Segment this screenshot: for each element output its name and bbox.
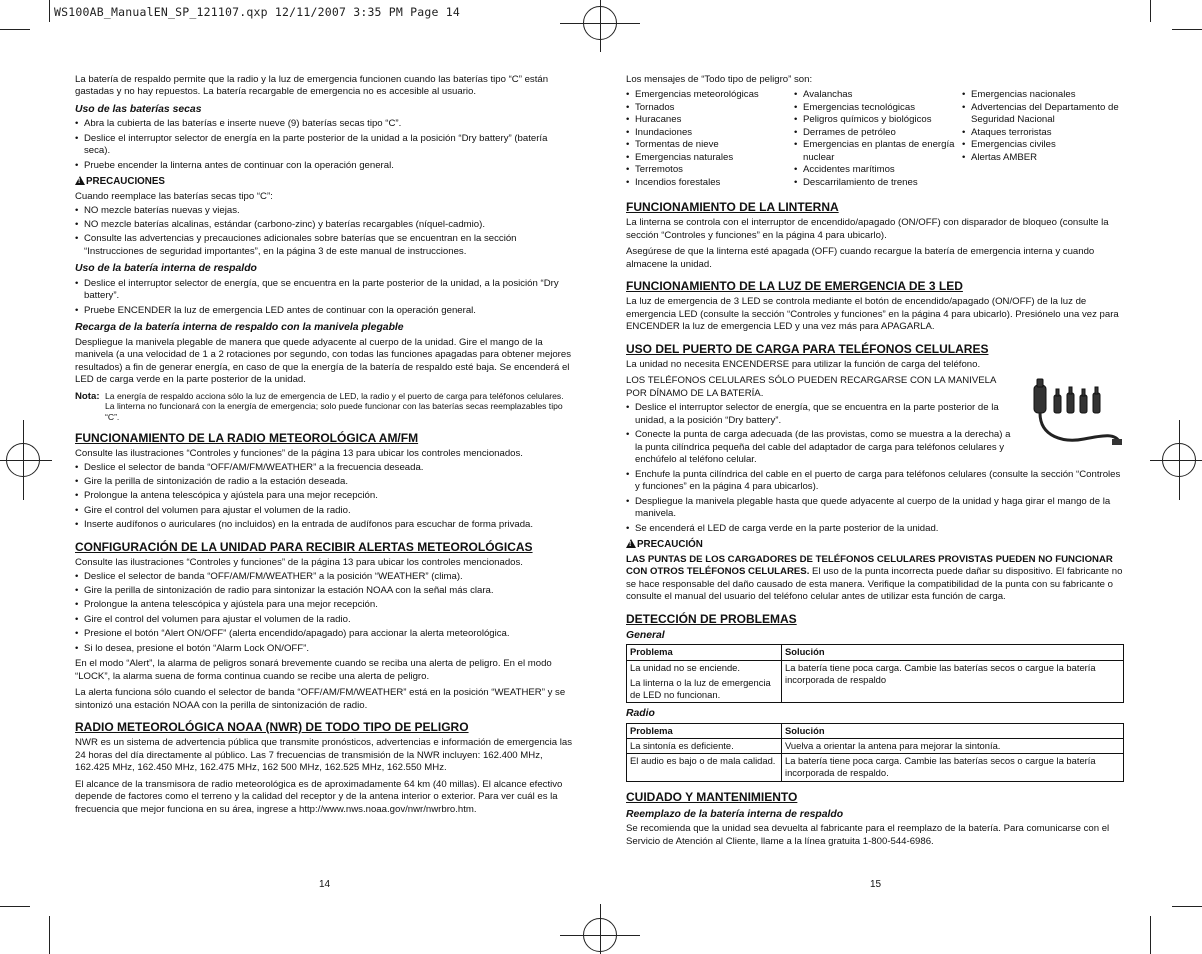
radio-heading: FUNCIONAMIENTO DE LA RADIO METEOROLÓGICA AM/FM [75, 430, 419, 445]
nwr-paragraph-1: NWR es un sistema de advertencia pública que transmite pronósticos, advertencias e información de emergencia las 24 horas del día directamente al público. Las 7 frecuencias de transmisión de la NWR incluyen: 162.400 MHz, 162.425 MHz, 162.450 MHz, 162.475 MHz, 162 500 MHz, 162.525 MHz, 162.550 MHz. [75, 737, 572, 774]
precautions-intro: Cuando reemplace las baterías secas tipo “C”: [75, 191, 273, 203]
list-item: • NO mezcle baterías alcalinas, estándar (carbono-zinc) y baterías recargables (níquel-cadmio). [75, 219, 575, 231]
crop-mark [49, 0, 50, 22]
phone-heading: USO DEL PUERTO DE CARGA PARA TELÉFONOS CELULARES [626, 341, 989, 356]
solution-column-header: Solución [782, 645, 1124, 660]
crop-mark [49, 916, 50, 954]
caution-bold-text: LAS PUNTAS DE LOS CARGADORES DE TELÉFONOS CELULARES PROVISTAS PUEDEN NO FUNCIONAR CON OTROS TELÉFONOS CELULARES. [626, 553, 1113, 578]
table-row [627, 660, 1124, 703]
hazards-list [626, 89, 1124, 192]
list-item: • Accidentes marítimos [794, 164, 962, 176]
list-item: • Despliegue la manivela plegable hasta que quede adyacente al cuerpo de la unidad y haga girar el mango de la manivela. [626, 496, 1124, 521]
crank-note [75, 391, 575, 423]
list-item: • Prolongue la antena telescópica y ajústela para una mejor recepción. [75, 599, 575, 611]
list-item: • Inserte audífonos o auriculares (no incluidos) en la entrada de audífonos para escuchar de forma privada. [75, 519, 575, 531]
list-item: • NO mezcle baterías nuevas y viejas. [75, 205, 575, 217]
crop-mark [1150, 0, 1151, 22]
nwr-paragraph-2: El alcance de la transmisora de radio meteorológica es de aproximadamente 64 km (40 millas). El alcance efectivo depende de factores como el terreno y la calidad del receptor y de la antena interior o exterior. Para ver cuál es la frecuencia que mejor funciona en su área, ingrese a http://www.nws.noaa.gov/nwr/nwrbro.htm. [75, 778, 563, 815]
list-item: • Alertas AMBER [962, 152, 1124, 164]
list-item: • Gire el control del volumen para ajustar el volumen de la radio. [75, 505, 575, 517]
phone-paragraph-1: La unidad no necesita ENCENDERSE para utilizar la función de carga del teléfono. [626, 358, 981, 370]
radio-list [75, 462, 575, 532]
precautions-label: PRECAUCIONES [86, 176, 165, 188]
list-item: • Si lo desea, presione el botón “Alarm Lock ON/OFF”. [75, 643, 575, 655]
list-item: • Pruebe ENCENDER la luz de emergencia LED antes de continuar con la operación general. [75, 305, 575, 317]
phone-list-beside [626, 402, 1018, 466]
led-heading: FUNCIONAMIENTO DE LA LUZ DE EMERGENCIA DE 3 LED [626, 279, 963, 294]
solution-cell: Vuelva a orientar la antena para mejorar la sintonía. [782, 738, 1124, 753]
list-item: • Presione el botón “Alert ON/OFF” (alerta encendido/apagado) para accionar la alerta meteorológica. [75, 628, 575, 640]
care-paragraph: Se recomienda que la unidad sea devuelta al fabricante para el reemplazo de la batería. Para comunicarse con el Servicio de Atención al Cliente, llame a la línea gratuita 1-800-544-6986. [626, 823, 1110, 847]
table-header-row [627, 645, 1124, 660]
charger-tips-illustration [1024, 377, 1124, 451]
crop-mark [1150, 916, 1151, 954]
phone-instructions [626, 375, 1124, 468]
crop-mark [0, 906, 30, 907]
dry-battery-heading: Uso de las baterías secas [75, 103, 202, 115]
nwr-heading: RADIO METEOROLÓGICA NOAA (NWR) DE TODO TIPO DE PELIGRO [75, 720, 469, 735]
list-item: • Deslice el selector de banda “OFF/AM/FM/WEATHER” a la posición “WEATHER” (clima). [75, 571, 575, 583]
list-item: • Gire la perilla de sintonización de radio a la estación deseada. [75, 476, 575, 488]
list-item: • Descarrilamiento de trenes [794, 177, 962, 189]
problem-text: La linterna o la luz de emergencia de LED no funcionan. [630, 676, 771, 700]
list-item: • Consulte las advertencias y precauciones adicionales sobre baterías que se encuentran en la sección “Instrucciones de seguridad importantes”, en la página 3 de este manual de instrucciones. [75, 233, 575, 258]
list-item: • Derrames de petróleo [794, 127, 962, 139]
table-header-row [627, 723, 1124, 738]
intro-paragraph: La batería de respaldo permite que la radio y la luz de emergencia funcionen cuando las baterías tipo “C” están gastadas y no hay repuestos. La batería recargable de emergencia no es accesible al usuario. [75, 74, 549, 98]
registration-crosshair [0, 460, 52, 461]
phone-paragraph-2: LOS TELÉFONOS CELULARES SÓLO PUEDEN RECARGARSE CON LA MANIVELA POR DÍNAMO DE LA BATERÍA. [626, 375, 996, 399]
list-item: • Tornados [626, 102, 794, 114]
led-paragraph: La luz de emergencia de 3 LED se controla mediante el botón de encendido/apagado (ON/OFF) de la luz de emergencia LED (consulte la sección “Controles y funciones” en la página 4 para ubicarlo). Presiónelo una vez para ENCENDER la luz de emergencia LED y una vez más para APAGARLA. [626, 296, 1119, 333]
general-table [626, 644, 1124, 703]
list-item: • Huracanes [626, 114, 794, 126]
problem-column-header: Problema [627, 723, 782, 738]
problem-column-header: Problema [627, 645, 782, 660]
internal-battery-list [75, 278, 575, 317]
troubleshooting-heading: DETECCIÓN DE PROBLEMAS [626, 611, 797, 626]
warning-icon [75, 176, 85, 185]
phone-list-full [626, 469, 1124, 535]
table-row [627, 738, 1124, 753]
list-item: • Prolongue la antena telescópica y ajústela para una mejor recepción. [75, 490, 575, 502]
phone-caution-paragraph [626, 554, 1124, 604]
registration-crosshair [23, 420, 24, 500]
list-item: • Incendios forestales [626, 177, 794, 189]
solution-column-header: Solución [782, 723, 1124, 738]
hazards-intro: Los mensajes de “Todo tipo de peligro” son: [626, 74, 813, 85]
list-item: • Emergencias nacionales [962, 89, 1124, 101]
list-item: • Se encenderá el LED de carga verde en la parte posterior de la unidad. [626, 523, 1124, 535]
radio-intro: Consulte las ilustraciones “Controles y funciones” de la página 13 para ubicar los controles mencionados. [75, 448, 523, 460]
list-item: • Advertencias del Departamento de Seguridad Nacional [962, 102, 1124, 127]
list-item: • Deslice el interruptor selector de energía, que se encuentra en la parte posterior de la unidad, a la posición “Dry battery”. [626, 402, 1018, 427]
radio-label: Radio [626, 708, 655, 720]
caution-text: El uso de la punta incorrecta puede dañar su dispositivo. El fabricante no se hace responsable del daño causado de esta manera. Verifique la compatibilidad de la punta con su fabricante o consulte el manual del usuario del teléfono celular antes de utilizar esta función de carga. [626, 566, 1123, 603]
alerts-paragraph-1: En el modo “Alert”, la alarma de peligros sonará brevemente cuando se reciba una alerta de peligro. En el modo “LOCK”, la alarma suena de forma continua cuando se recibe una alerta de peligro. [75, 658, 552, 682]
internal-battery-heading: Uso de la batería interna de respaldo [75, 263, 257, 275]
hazards-column-2 [794, 89, 962, 189]
registration-crosshair [1150, 460, 1202, 461]
note-label: Nota: [75, 390, 100, 402]
hazards-column-1 [626, 89, 794, 189]
list-item: • Ataques terroristas [962, 127, 1124, 139]
list-item: • Emergencias naturales [626, 152, 794, 164]
crank-heading: Recarga de la batería interna de respaldo con la manivela plegable [75, 322, 404, 334]
flashlight-paragraph-1: La linterna se controla con el interruptor de encendido/apagado (ON/OFF) con disparador de bloqueo (consulte la sección “Controles y funciones” en la página 4 para ubicarlo). [626, 217, 1109, 241]
hazards-column-3 [962, 89, 1124, 189]
alerts-heading: CONFIGURACIÓN DE LA UNIDAD PARA RECIBIR ALERTAS METEOROLÓGICAS [75, 539, 533, 554]
problem-cell: La sintonía es deficiente. [627, 738, 782, 753]
crop-mark [1172, 29, 1202, 30]
registration-crosshair [600, 0, 601, 52]
list-item: • Gire la perilla de sintonización de radio para sintonizar la estación NOAA con la señal más clara. [75, 585, 575, 597]
list-item: • Emergencias meteorológicas [626, 89, 794, 101]
problem-cell [627, 660, 782, 703]
radio-table [626, 723, 1124, 782]
solution-cell: La batería tiene poca carga. Cambie las baterías secos o cargue la batería incorporada de respaldo. [782, 754, 1124, 781]
flashlight-paragraph-2: Asegúrese de que la linterna esté apagada (OFF) cuando recargue la batería de emergencia interna y cuando almacene la unidad. [626, 246, 1095, 270]
list-item: • Pruebe encender la linterna antes de continuar con la operación general. [75, 160, 575, 172]
general-label: General [626, 629, 665, 641]
care-subheading: Reemplazo de la batería interna de respaldo [626, 808, 844, 820]
list-item: • Emergencias tecnológicas [794, 102, 962, 114]
crop-mark [0, 29, 30, 30]
crop-mark [1172, 906, 1202, 907]
crank-paragraph: Despliegue la manivela plegable de manera que quede adyacente al cuerpo de la unidad. Gire el mango de la manivela (a una velocidad de 1 a 2 rotaciones por segundo, con todas las funciones apagadas para obtener mejores resultados) a fin de generar energía, en caso de que la energía de la batería de respaldo esté baja. Se encenderá el LED de carga verde en la parte posterior de la unidad. [75, 336, 572, 386]
solution-cell: La batería tiene poca carga. Cambie las baterías secos o cargue la batería incorporada de respaldo [782, 660, 1124, 703]
page-left [75, 74, 575, 820]
page-right [626, 74, 1124, 852]
alerts-intro: Consulte las ilustraciones “Controles y funciones” de la página 13 para ubicar los controles mencionados. [75, 557, 523, 569]
caution-label: PRECAUCIÓN [637, 539, 703, 551]
list-item: • Emergencias civiles [962, 139, 1124, 151]
registration-crosshair [1179, 420, 1180, 500]
list-item: • Deslice el interruptor selector de energía, que se encuentra en la parte posterior de la unidad, a la posición “Dry battery”. [75, 278, 575, 303]
list-item: • Emergencias en plantas de energía nuclear [794, 139, 962, 164]
alerts-paragraph-2: La alerta funciona sólo cuando el selector de banda “OFF/AM/FM/WEATHER” está en la posición “WEATHER” y se sintonizó una estación NOAA con la perilla de sintonización de radio. [75, 687, 566, 711]
list-item: • Terremotos [626, 164, 794, 176]
dry-battery-list [75, 118, 575, 172]
warning-icon [626, 539, 636, 548]
list-item: • Avalanchas [794, 89, 962, 101]
list-item: • Tormentas de nieve [626, 139, 794, 151]
flashlight-heading: FUNCIONAMIENTO DE LA LINTERNA [626, 200, 839, 215]
print-slug: WS100AB_ManualEN_SP_121107.qxp 12/11/2007 3:35 PM Page 14 [54, 5, 461, 19]
care-heading: CUIDADO Y MANTENIMIENTO [626, 789, 798, 804]
list-item: • Inundaciones [626, 127, 794, 139]
problem-text: La unidad no se enciende. [630, 661, 740, 673]
list-item: • Deslice el selector de banda “OFF/AM/FM/WEATHER” a la frecuencia deseada. [75, 462, 575, 474]
list-item: • Conecte la punta de carga adecuada (de las provistas, como se muestra a la derecha) a la punta cilíndrica pequeña del cable del adaptador de carga para teléfonos celulares y enchúfelo al teléfono celular. [626, 429, 1018, 466]
registration-crosshair [600, 904, 601, 954]
page-number-right: 15 [870, 879, 882, 890]
list-item: • Peligros químicos y biológicos [794, 114, 962, 126]
list-item: • Deslice el interruptor selector de energía en la parte posterior de la unidad a la posición “Dry battery” (batería seca). [75, 133, 575, 158]
alerts-list [75, 571, 575, 656]
table-row [627, 754, 1124, 781]
list-item: • Gire el control del volumen para ajustar el volumen de la radio. [75, 614, 575, 626]
precautions-heading [75, 176, 575, 189]
problem-cell: El audio es bajo o de mala calidad. [627, 754, 782, 781]
phone-text-column [626, 375, 1018, 468]
phone-caution-heading [626, 539, 1124, 552]
page-number-left: 14 [319, 879, 331, 890]
list-item: • Enchufe la punta cilíndrica del cable en el puerto de carga para teléfonos celulares (consulte la sección “Controles y funciones” en la página 4 para ubicarlos). [626, 469, 1124, 494]
precautions-list [75, 205, 575, 259]
list-item: • Abra la cubierta de las baterías e inserte nueve (9) baterías secas tipo “C”. [75, 118, 575, 130]
note-text: La energía de respaldo acciona sólo la luz de emergencia de LED, la radio y el puerto de carga para teléfonos celulares. La linterna no funcionará con la energía de emergencia; solo puede funcionar con las baterías secas reemplazables tipo “C”. [105, 390, 564, 423]
